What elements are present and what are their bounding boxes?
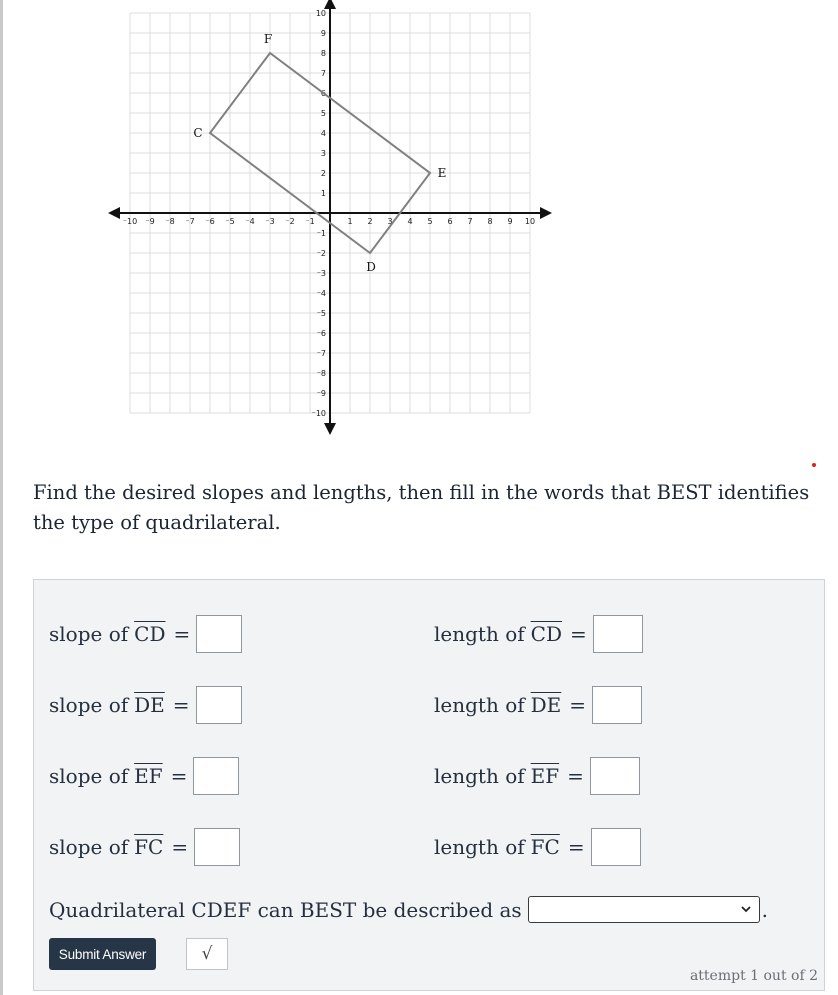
- describe-line: [49, 896, 768, 923]
- vertex-label-c: C: [193, 126, 203, 140]
- length-row-de: length of $\overline{DE}$ =: [434, 686, 642, 724]
- y-tick-label: ⁻5: [316, 309, 326, 318]
- x-tick-label: ⁻1: [305, 217, 315, 226]
- y-tick-label: ⁻3: [316, 269, 326, 278]
- x-tick-label: ⁻5: [225, 217, 235, 226]
- y-tick-label: 9: [320, 29, 326, 38]
- y-tick-label: 4: [320, 129, 326, 138]
- x-axis-right-arrow: [540, 207, 552, 219]
- length-label: length of $\overline{DE}$: [434, 693, 562, 717]
- y-tick-label: ⁻4: [316, 289, 326, 298]
- slope-fc-input[interactable]: [194, 828, 240, 866]
- x-tick-label: ⁻3: [265, 217, 275, 226]
- x-tick-label: ⁻7: [185, 217, 195, 226]
- y-tick-label: 6: [320, 89, 326, 98]
- x-tick-label: 8: [487, 217, 493, 226]
- submit-answer-button[interactable]: Submit Answer: [49, 938, 156, 970]
- question-text: Find the desired slopes and lengths, then fill in the words that BEST identifies the type of quadrilateral.: [33, 481, 810, 534]
- x-tick-label: 6: [447, 217, 453, 226]
- length-row-fc: length of $\overline{FC}$ =: [434, 828, 641, 866]
- chevron-down-icon: [739, 901, 753, 917]
- x-tick-label: 2: [367, 217, 373, 226]
- x-axis-left-arrow: [108, 207, 120, 219]
- y-tick-label: 3: [320, 149, 326, 158]
- length-row-cd: length of $\overline{CD}$ =: [434, 615, 643, 653]
- x-tick-label: ⁻9: [145, 217, 155, 226]
- x-tick-label: ⁻2: [285, 217, 295, 226]
- length-label: length of $\overline{CD}$: [434, 622, 562, 646]
- length-ef-input[interactable]: [590, 757, 640, 795]
- y-tick-label: ⁻10: [311, 409, 326, 418]
- x-tick-label: 9: [507, 217, 513, 226]
- slope-row-de: slope of $\overline{DE}$ =: [49, 686, 242, 724]
- slope-label: slope of $\overline{FC}$: [49, 835, 164, 859]
- length-cd-input[interactable]: [593, 615, 643, 653]
- y-tick-label: ⁻9: [316, 389, 326, 398]
- y-tick-label: 8: [320, 49, 326, 58]
- y-axis-down-arrow: [324, 423, 336, 435]
- slope-label: slope of $\overline{CD}$: [49, 622, 166, 646]
- slope-row-ef: slope of $\overline{EF}$ =: [49, 757, 239, 795]
- indicator-dot: [812, 463, 816, 467]
- length-label: length of $\overline{FC}$: [434, 835, 560, 859]
- period: .: [761, 897, 769, 922]
- y-tick-label: ⁻7: [316, 349, 326, 358]
- x-tick-label: 3: [387, 217, 393, 226]
- slope-de-input[interactable]: [196, 686, 242, 724]
- y-tick-label: 7: [320, 69, 326, 78]
- y-axis-up-arrow: [324, 0, 336, 9]
- x-tick-label: 10: [524, 217, 536, 226]
- y-tick-label: 1: [320, 189, 326, 198]
- y-tick-label: ⁻1: [316, 229, 326, 238]
- vertex-label-e: E: [437, 166, 447, 180]
- x-tick-label: 7: [467, 217, 473, 226]
- length-fc-input[interactable]: [591, 828, 641, 866]
- x-tick-label: 5: [427, 217, 433, 226]
- slope-ef-input[interactable]: [193, 757, 239, 795]
- y-tick-label: ⁻2: [316, 249, 326, 258]
- slope-label: slope of $\overline{EF}$: [49, 764, 163, 788]
- sqrt-button[interactable]: √: [186, 938, 228, 970]
- y-tick-label: 10: [315, 9, 326, 18]
- attempt-counter: attempt 1 out of 2: [689, 968, 818, 984]
- answer-panel: [33, 579, 825, 991]
- x-tick-label: ⁻10: [122, 217, 138, 226]
- x-tick-label: ⁻4: [245, 217, 255, 226]
- y-tick-label: 2: [320, 169, 326, 178]
- coordinate-graph: [0, 0, 560, 440]
- x-tick-label: ⁻6: [205, 217, 215, 226]
- length-label: length of $\overline{EF}$: [434, 764, 560, 788]
- describe-text: Quadrilateral CDEF can BEST be described as: [49, 897, 522, 922]
- y-tick-label: ⁻6: [316, 329, 326, 338]
- length-de-input[interactable]: [592, 686, 642, 724]
- quadrilateral-type-select[interactable]: [528, 896, 760, 923]
- slope-row-fc: slope of $\overline{FC}$ =: [49, 828, 240, 866]
- x-tick-label: 4: [407, 217, 413, 226]
- y-tick-label: ⁻8: [316, 369, 326, 378]
- x-tick-label: 1: [347, 217, 353, 226]
- vertex-label-d: D: [366, 260, 376, 274]
- slope-row-cd: slope of $\overline{CD}$ =: [49, 615, 242, 653]
- length-row-ef: length of $\overline{EF}$ =: [434, 757, 640, 795]
- x-tick-label: ⁻8: [165, 217, 175, 226]
- vertex-label-f: F: [263, 32, 273, 46]
- y-tick-label: 5: [320, 109, 326, 118]
- slope-label: slope of $\overline{DE}$: [49, 693, 165, 717]
- slope-cd-input[interactable]: [196, 615, 242, 653]
